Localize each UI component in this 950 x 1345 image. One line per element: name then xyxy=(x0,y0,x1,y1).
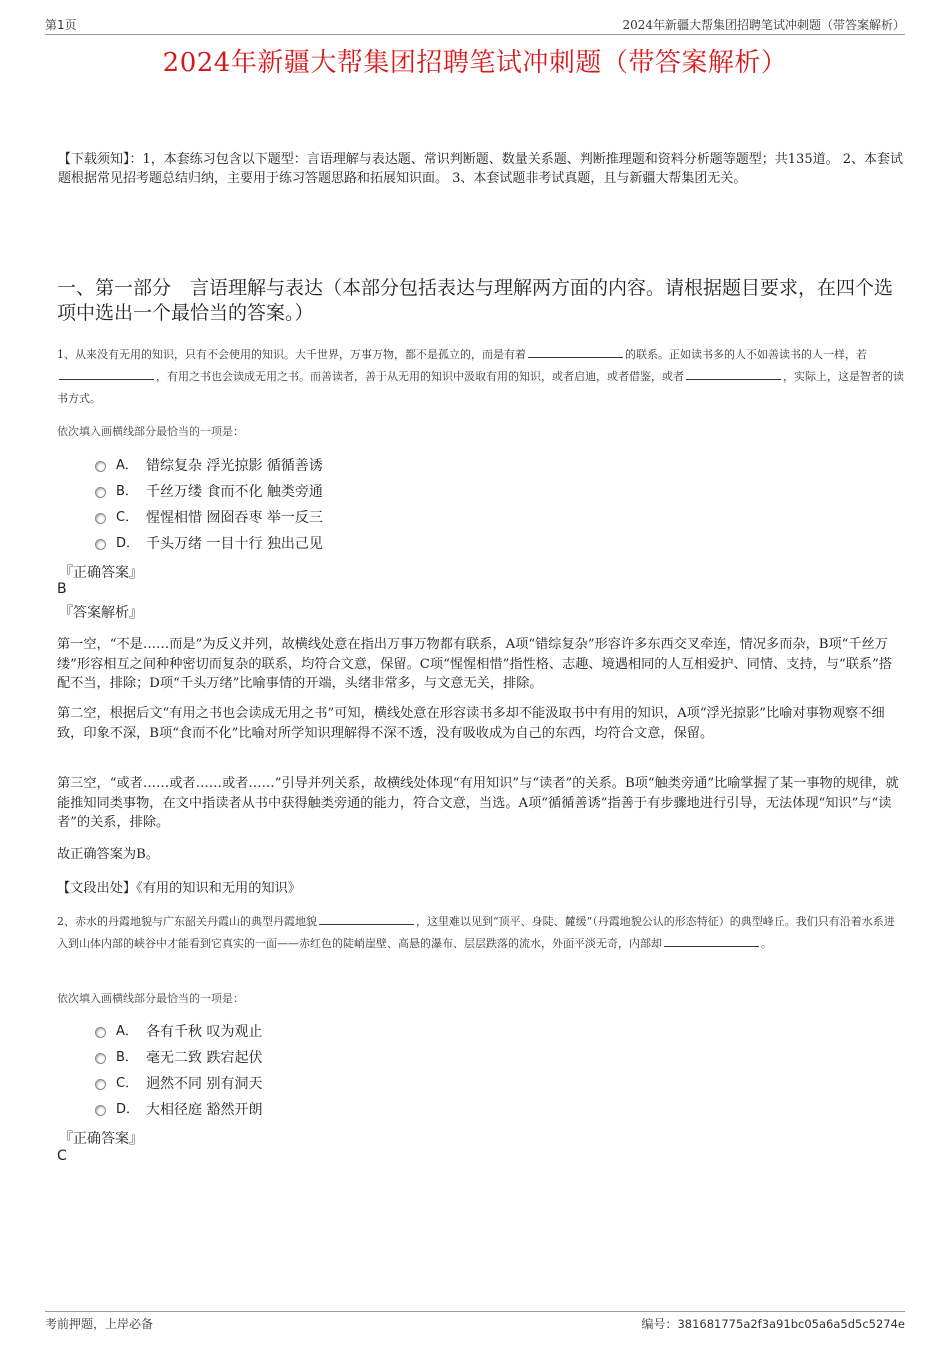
stem-text: 1、从来没有无用的知识，只有不会使用的知识。大千世界，万事万物，都不是孤立的，而是有着 xyxy=(57,348,526,361)
page-footer xyxy=(45,1311,905,1332)
stem-text: 2、赤水的丹霞地貌与广东韶关丹霞山的典型丹霞地貌 xyxy=(57,915,317,928)
radio-icon[interactable] xyxy=(95,1053,106,1064)
fill-blank xyxy=(319,911,414,925)
radio-icon[interactable] xyxy=(95,1105,106,1116)
answer-label: 『正确答案』 xyxy=(59,565,143,581)
page-header xyxy=(45,14,905,35)
header-title: 2024年新疆大帮集团招聘笔试冲刺题（带答案解析） xyxy=(622,18,905,32)
stem-text: 的联系。正如读书多的人不如善读书的人一样，若 xyxy=(625,348,867,361)
stem-text: ，实际上，这是智者的读书方式。 xyxy=(57,370,904,405)
question-1-option-d[interactable]: D． 千头万绪 一目十行 独出己见 xyxy=(95,533,323,555)
radio-icon[interactable] xyxy=(95,1079,106,1090)
footer-code: 编号：381681775a2f3a91bc05a6a5d5c5274e xyxy=(641,1317,905,1331)
stem-text: 。 xyxy=(761,937,772,950)
analysis-label: 『答案解析』 xyxy=(59,605,143,621)
analysis-paragraph-3: 第三空，“或者……或者……或者……”引导并列关系，故横线处体现“有用知识”与“读者”的关系。B项“触类旁通”比喻掌握了某一事物的规律，就能推知同类事物，在文中指读者从书中获得触类旁通的能力，符合文意，当选。A项“循循善诱”指善于有步骤地进行引导，无法体现“知识”与“读者”的关系，排除。 xyxy=(57,776,899,830)
answer-value: B xyxy=(57,581,67,597)
question-1-option-a[interactable]: A． 错综复杂 浮光掠影 循循善诱 xyxy=(95,455,323,477)
question-2-stem xyxy=(57,911,905,955)
radio-icon[interactable] xyxy=(95,513,106,524)
question-2-option-d[interactable]: D． 大相径庭 豁然开朗 xyxy=(95,1099,262,1121)
answer-value: C xyxy=(57,1148,67,1164)
stem-text: ，这里难以见到“顶平、身陡、麓缓”（丹霞地貌公认的形态特征）的典型峰丘。我们只有沿着水系进入到山体内部的峡谷中才能看到它真实的一面——赤红色的陡峭崖壁、高悬的瀑布、层层跌落的流水，外面平淡无奇，内部却 xyxy=(57,915,895,950)
fill-blank xyxy=(686,366,781,380)
question-2-option-a[interactable]: A． 各有千秋 叹为观止 xyxy=(95,1021,262,1043)
question-2-option-b[interactable]: B． 毫无二致 跌宕起伏 xyxy=(95,1047,262,1069)
fill-blank xyxy=(664,933,759,947)
analysis-paragraph-1: 第一空，“不是……而是”为反义并列，故横线处意在指出万事万物都有联系，A项“错综复杂”形容许多东西交叉牵连，情况多而杂，B项“千丝万缕”形容相互之间种种密切而复杂的联系，均符合文意，保留。C项“惺惺相惜”指性格、志趣、境遇相同的人互相爱护、同情、支持，与“联系”搭配不当，排除；D项“千头万绪”比喻事情的开端，头绪非常多，与文意无关，排除。 xyxy=(57,637,893,691)
radio-icon[interactable] xyxy=(95,487,106,498)
fill-blank xyxy=(59,366,154,380)
radio-icon[interactable] xyxy=(95,1027,106,1038)
fill-blank xyxy=(528,344,623,358)
document-title: 2024年新疆大帮集团招聘笔试冲刺题（带答案解析） xyxy=(162,48,788,78)
analysis-conclusion: 故正确答案为B。 xyxy=(57,847,160,862)
passage-source: 【文段出处】《有用的知识和无用的知识》 xyxy=(57,881,301,896)
question-2-prompt: 依次填入画横线部分最恰当的一项是： xyxy=(57,992,244,1005)
page-number: 第1页 xyxy=(45,18,77,32)
footer-slogan: 考前押题，上岸必备 xyxy=(45,1317,154,1331)
question-1-prompt: 依次填入画横线部分最恰当的一项是： xyxy=(57,425,244,438)
question-1-stem xyxy=(57,344,905,410)
radio-icon[interactable] xyxy=(95,461,106,472)
question-2-option-c[interactable]: C． 迥然不同 别有洞天 xyxy=(95,1073,262,1095)
answer-label: 『正确答案』 xyxy=(59,1131,143,1147)
analysis-paragraph-2: 第二空，根据后文“有用之书也会读成无用之书”可知，横线处意在形容读书多却不能汲取书中有用的知识，A项“浮光掠影”比喻对事物观察不细致，印象不深，B项“食而不化”比喻对所学知识理解得不深不透，没有吸收成为自己的东西，均符合文意，保留。 xyxy=(57,706,885,741)
section-heading: 一、第一部分 言语理解与表达（本部分包括表达与理解两方面的内容。请根据题目要求，在四个选项中选出一个最恰当的答案。） xyxy=(57,277,894,324)
download-notice: 【下载须知】：1，本套练习包含以下题型：言语理解与表达题、常识判断题、数量关系题、判断推理题和资料分析题等题型；共135道。 2、本套试题根据常见招考题总结归纳，主要用于练习答题思路和拓展知识面。 3、本套试题非考试真题，且与新疆大帮集团无关。 xyxy=(58,152,903,186)
stem-text: ，有用之书也会读成无用之书。而善读者，善于从无用的知识中汲取有用的知识，或者启迪，或者借鉴，或者 xyxy=(156,370,684,383)
question-1-option-c[interactable]: C． 惺惺相惜 囫囵吞枣 举一反三 xyxy=(95,507,323,529)
radio-icon[interactable] xyxy=(95,539,106,550)
question-1-option-b[interactable]: B． 千丝万缕 食而不化 触类旁通 xyxy=(95,481,323,503)
